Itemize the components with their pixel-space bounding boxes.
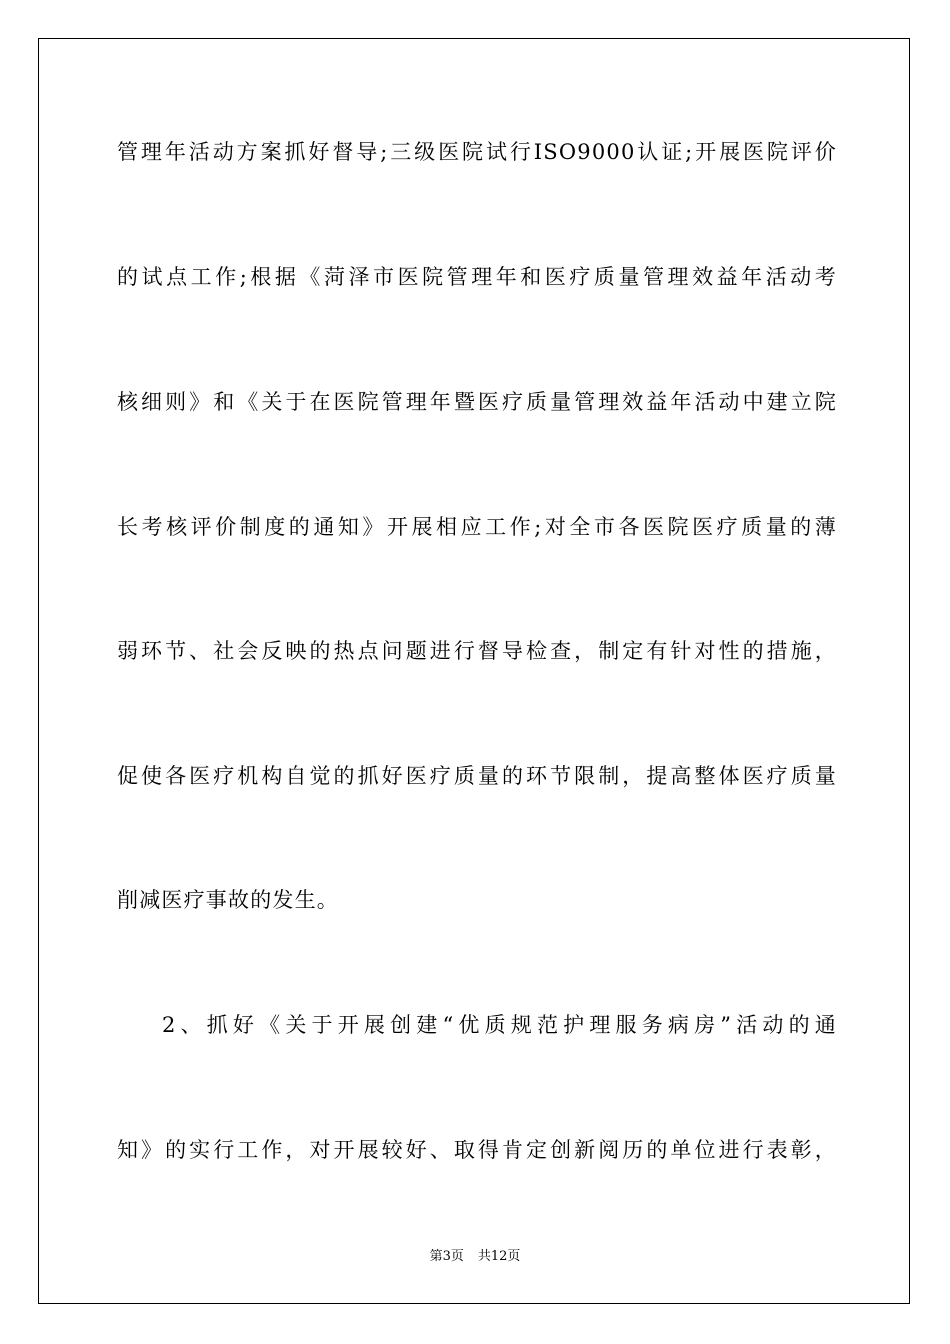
paragraph-line: 促使各医疗机构自觉的抓好医疗质量的环节限制，提高整体医疗质量: [117, 764, 837, 788]
paragraph-line: 2、抓好《关于开展创建“优质规范护理服务病房”活动的通: [162, 1013, 837, 1037]
paragraph-line: 核细则》和《关于在医院管理年暨医疗质量管理效益年活动中建立院: [117, 390, 837, 414]
paragraph-line: 削减医疗事故的发生。: [117, 888, 339, 912]
page-total: 共12页: [477, 1249, 521, 1264]
paragraph-line: 长考核评价制度的通知》开展相应工作;对全市各医院医疗质量的薄: [117, 515, 837, 539]
page-number: 第3页: [429, 1249, 464, 1264]
paragraph-line: 的试点工作;根据《菏泽市医院管理年和医疗质量管理效益年活动考: [117, 265, 837, 289]
paragraph-line: 知》的实行工作，对开展较好、取得肯定创新阅历的单位进行表彰，: [117, 1138, 837, 1162]
page-footer: [0, 1248, 950, 1266]
paragraph-line: 管理年活动方案抓好督导;三级医院试行ISO9000认证;开展医院评价: [117, 140, 837, 164]
paragraph-line: 弱环节、社会反映的热点问题进行督导检查，制定有针对性的措施，: [117, 639, 837, 663]
page-border: [38, 38, 910, 1304]
